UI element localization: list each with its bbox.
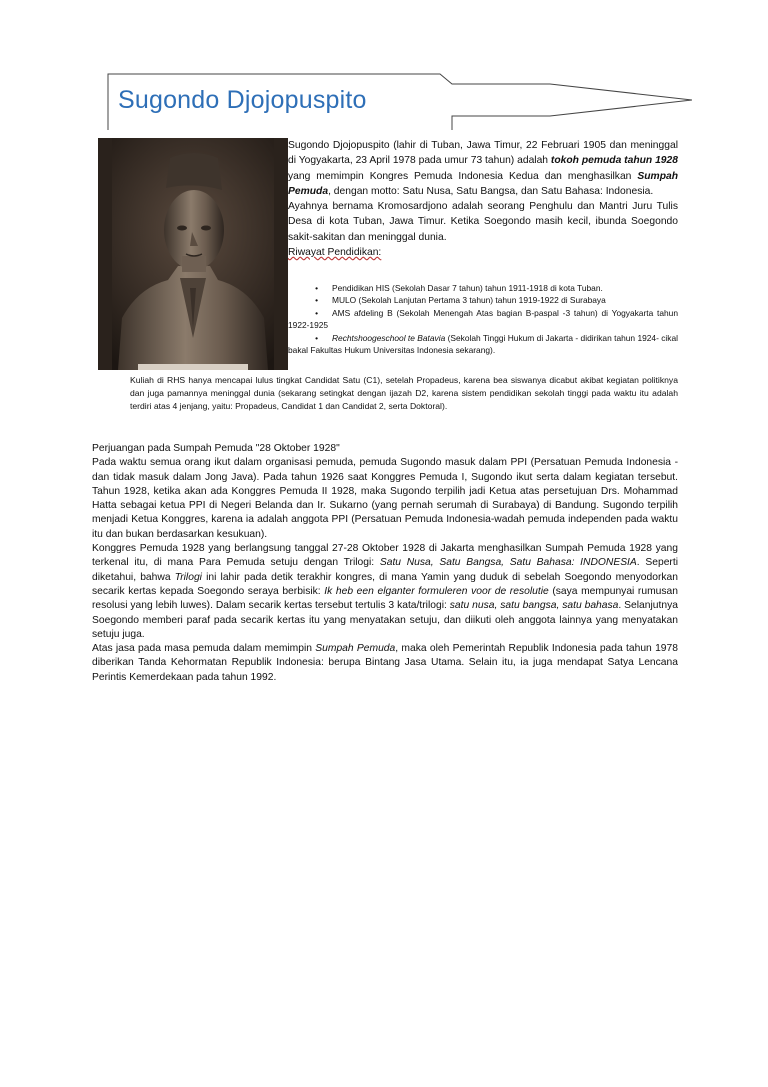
bio-paragraph-1: Sugondo Djojopuspito (lahir di Tuban, Jawa Timur, 22 Februari 1905 dan meninggal di Yogyakarta, 23 April 1978 pada umur 73 tahun) adalah tokoh pemuda tahun 1928 yang memimpin Kongres Pemuda Indonesia Kedua dan menghasilkan Sumpah Pemuda, dengan motto: Satu Nusa, Satu Bangsa, dan Satu Bahasa: Indonesia.	[288, 140, 678, 197]
education-item: • Rechtshoogeschool te Batavia (Sekolah Tinggi Hukum di Jakarta - didirikan tahun 1924- cikal bakal Fakultas Hukum Universitas Indonesia sekarang).	[288, 332, 678, 356]
education-item: • Pendidikan HIS (Sekolah Dasar 7 tahun) tahun 1911-1918 di kota Tuban.	[315, 283, 603, 293]
title-banner	[100, 72, 692, 130]
main-paragraph-3: Atas jasa pada masa pemuda dalam memimpin Sumpah Pemuda, maka oleh Pemerintah Republik Indonesia pada tahun 1978 diberikan Tanda Kehormatan Republik Indonesia: berupa Bintang Jasa Utama. Selain itu, ia juga mendapat Satya Lencana Perintis Kemerdekaan pada tahun 1992.	[92, 643, 678, 683]
kuliah-paragraph: Kuliah di RHS hanya mencapai lulus tingkat Candidat Satu (C1), setelah Propadeus, karena bea siswanya dicabut akibat kegiatan politiknya dan juga pamannya meninggal dunia (sekarang setingkat dengan ijazah D2, karena sistem pendidikan sekolah tinggi pada waktu itu adalah terdiri atas 4 jenjang, yaitu: Propadeus, Candidat 1 dan Candidat 2, serta Doktoral).	[130, 375, 678, 411]
page-title: Sugondo Djojopuspito	[118, 86, 367, 114]
bio-paragraph-2: Ayahnya bernama Kromosardjono adalah seorang Penghulu dan Mantri Juru Tulis Desa di kota Tuban, Jawa Timur. Ketika Soegondo masih kecil, ibunda Soegondo sakit-sakitan dan meninggal dunia.	[288, 201, 678, 243]
main-text	[92, 442, 678, 685]
section-heading: Perjuangan pada Sumpah Pemuda "28 Oktober 1928"	[92, 443, 340, 454]
education-item: • AMS afdeling B (Sekolah Menengah Atas bagian B-paspal -3 tahun) di Yogyakarta tahun 1922-1925	[288, 307, 678, 331]
main-paragraph-1: Pada waktu semua orang ikut dalam organisasi pemuda, pemuda Sugondo masuk dalam PPI (Persatuan Pemuda Indonesia - dan tidak masuk dalam Jong Java). Pada tahun 1926 saat Konggres Pemuda I, Sugondo ikut serta dalam kegiatan tersebut. Tahun 1928, ketika akan ada Konggres Pemuda II 1928, maka Sugondo terpilih jadi Ketua atas persetujuan Drs. Mohammad Hatta sebagai ketua PPI di Negeri Belanda dan Ir. Sukarno (yang pernah serumah di Surabaya) di Bandung. Sugondo terpilih menjadi Ketua Konggres, karena ia adalah anggota PPI (Persatuan Pemuda Indonesia-wadah pemuda independen pada waktu itu dan bukan berdasarkan kesukuan).	[92, 457, 678, 540]
education-list	[288, 282, 678, 356]
main-paragraph-2: Konggres Pemuda 1928 yang berlangsung tanggal 27-28 Oktober 1928 di Jakarta menghasilkan Sumpah Pemuda 1928 yang terkenal itu, di mana Para Pemuda setuju dengan Trilogi: Satu Nusa, Satu Bangsa, Satu Bahasa: INDONESIA. Seperti diketahui, bahwa Trilogi ini lahir pada detik terakhir kongres, di mana Yamin yang duduk di sebelah Soegondo menyodorkan secarik kertas kepada Soegondo seraya berbisik: Ik heb een elganter formuleren voor de resolutie (saya mempunyai rumusan resolusi yang lebih luwes). Dalam secarik kertas tersebut tertulis 3 kata/trilogi: satu nusa, satu bangsa, satu bahasa. Selanjutnya Soegondo memberi paraf pada secarik kertas itu yang menyatakan setuju, dan diikuti oleh anggota lainnya yang menyatakan setuju juga.	[92, 543, 678, 640]
bust-photo	[98, 138, 288, 370]
riwayat-heading: Riwayat Pendidikan:	[288, 247, 382, 259]
education-item: • MULO (Sekolah Lanjutan Pertama 3 tahun) tahun 1919-1922 di Surabaya	[315, 295, 606, 306]
bio-text	[288, 138, 678, 260]
